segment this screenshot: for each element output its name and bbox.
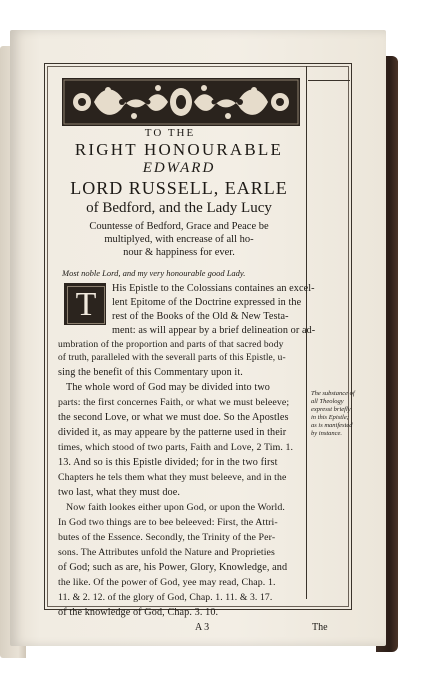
body-line: 13. And so is this Epistle divided; for in the two first bbox=[58, 457, 278, 468]
margin-note-line: The substance of bbox=[311, 390, 355, 397]
body-line: butes of the Essence. Secondly, the Trinity of the Per- bbox=[58, 532, 276, 543]
body-line: In God two things are to bee beleeved: First, the Attri- bbox=[58, 517, 278, 528]
drop-cap-letter: T bbox=[67, 286, 105, 324]
body-line: ment: as will appear by a brief delineation or ad- bbox=[112, 325, 316, 336]
body-line: umbration of the proportion and parts of that sacred body bbox=[58, 339, 284, 350]
page bbox=[10, 30, 386, 646]
margin-note-line: expresst briefly bbox=[311, 406, 351, 413]
signature-mark: A 3 bbox=[195, 622, 210, 633]
dedication-countess: Countesse of Bedford, Grace and Peace be bbox=[89, 221, 269, 232]
dedication-lord: LORD RUSSELL, EARLE bbox=[70, 178, 288, 198]
dedication-title: RIGHT HONOURABLE bbox=[74, 140, 284, 159]
body-line: times, which stood of two parts, Faith and Love, 2 Tim. 1. bbox=[58, 442, 294, 453]
margin-head-rule bbox=[308, 80, 350, 81]
body-line: divided it, as may appeare by the patterne used in their bbox=[58, 427, 287, 438]
body-line: 11. & 2. 12. of the glory of God, Chap. 1. 11. & 3. 17. bbox=[58, 592, 273, 603]
margin-note-line: all Theology bbox=[311, 398, 344, 405]
dedication-name: EDWARD bbox=[142, 160, 216, 176]
body-line: the like. Of the power of God, yee may read, Chap. 1. bbox=[58, 577, 276, 588]
body-line: Now faith lookes either upon God, or upon the World. bbox=[66, 502, 285, 513]
body-line: of the knowledge of God, Chap. 3. 10. bbox=[58, 607, 219, 618]
salutation: Most noble Lord, and my very honourable good Lady. bbox=[62, 268, 246, 278]
margin-note-line: in this Epistle; bbox=[311, 414, 349, 421]
body-line: lent Epitome of the Doctrine expressed in the bbox=[112, 297, 302, 308]
margin-note-line: as is manifested bbox=[311, 422, 353, 429]
dedication-multiplyed: multiplyed, with encrease of all ho- bbox=[104, 234, 254, 245]
body-line: two last, what they must doe. bbox=[58, 487, 181, 498]
body-line: rest of the Books of the Old & New Testa- bbox=[112, 311, 289, 322]
body-line: sons. The Attributes unfold the Nature and Proprieties bbox=[58, 547, 275, 558]
body-line: of truth, paralleled with the severall parts of this Epistle, u- bbox=[58, 353, 286, 363]
catchword: The bbox=[312, 622, 328, 633]
body-line: His Epistle to the Colossians containes an excel- bbox=[112, 283, 315, 294]
body-line: parts: the first concernes Faith, or what we must beleeve; bbox=[58, 397, 290, 408]
dedication-honour: nour & happiness for ever. bbox=[123, 247, 235, 258]
body-line: sing the benefit of this Commentary upon it. bbox=[58, 367, 243, 378]
headpiece-ornament bbox=[62, 78, 300, 126]
body-line: the second Love, or what we must doe. So the Apostles bbox=[58, 412, 289, 423]
body-line: The whole word of God may be divided into two bbox=[66, 382, 270, 393]
margin-note-line: by instance. bbox=[311, 430, 343, 437]
body-line: Chapters he tels them what they must beleeve, and in the bbox=[58, 472, 287, 483]
body-line: of God; such as are, his Power, Glory, Knowledge, and bbox=[58, 562, 288, 573]
dedication-bedford: of Bedford, and the Lady Lucy bbox=[86, 200, 272, 216]
drop-cap bbox=[64, 283, 106, 325]
book-photo bbox=[0, 30, 400, 658]
dedication-to: TO THE bbox=[144, 127, 196, 139]
